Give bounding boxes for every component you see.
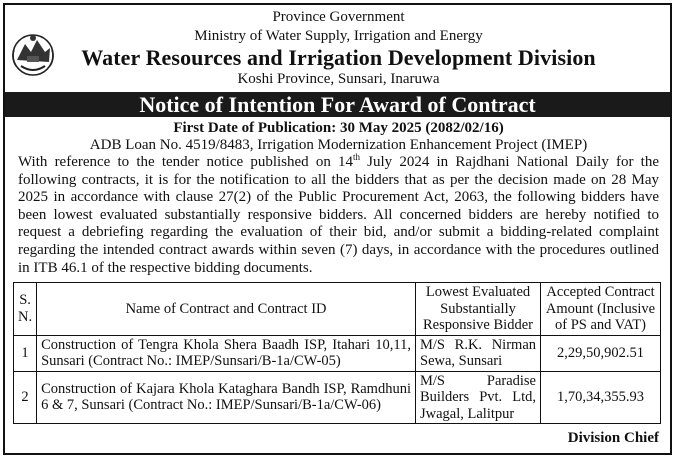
publication-date: First Date of Publication: 30 May 2025 (2082/02/16) [173,120,504,136]
header-bidder: Lowest Evaluated Substantially Responsive Bidder [416,283,541,336]
notice-body [18,154,659,277]
row-contract-name: Construction of Tengra Khola Shera Baadh ISP, Itahari 10,11, Sunsari (Contract No.: IMEP/Sunsari/B-1a/CW-05) [37,335,416,371]
signatory: Division Chief [567,430,659,446]
header-amount: Accepted Contract Amount (Inclusive of PS and VAT) [541,283,661,336]
row-bidder: M/S R.K. Nirman Sewa, Sunsari [416,335,541,371]
office-title: Water Resources and Irrigation Development Division [81,45,596,70]
loan-reference: ADB Loan No. 4519/8483, Irrigation Modernization Enhancement Project (IMEP) [89,137,588,153]
notice-body-start: With reference to the tender notice published on 14 [18,154,353,170]
row-contract-name: Construction of Kajara Khola Kataghara Bandh ISP, Ramdhuni 6 & 7, Sunsari (Contract No.: IMEP/Sunsari/B-1a/CW-06) [37,371,416,424]
notice-body-rest: July 2024 in Rajdhani National Daily for the following contracts, it is for the notification to all the bidders that as per the decision made on 28 May 2025 in accordance with clause 27(2) of the Public Procurement Act, 2063, the following bidders have been lowest evaluated substantially responsive bidders. All concerned bidders are hereby notified to request a debriefing regarding the evaluation of their bid, and/or submit a bidding-related complaint regarding the intended contract awards within seven (7) days, in accordance with the procedures outlined in ITB 46.1 of the respective bidding documents. [18,154,659,276]
contracts-table [13,282,661,424]
table-row [14,335,661,371]
row-sn: 2 [14,371,37,424]
row-amount: 2,29,50,902.51 [541,335,661,371]
table-header-row [14,283,661,336]
ordinal-suffix: th [352,152,360,162]
notice-title-banner: Notice of Intention For Award of Contract [5,92,670,117]
ministry-line: Ministry of Water Supply, Irrigation and Energy [194,28,483,44]
row-amount: 1,70,34,355.93 [541,371,661,424]
row-bidder: M/S Paradise Builders Pvt. Ltd, Jwagal, Lalitpur [416,371,541,424]
row-sn: 1 [14,335,37,371]
header-contract-name: Name of Contract and Contract ID [37,283,416,336]
province-government-line: Province Government [272,9,405,25]
office-location: Koshi Province, Sunsari, Inaruwa [237,71,440,87]
table-row [14,371,661,424]
header-sn: S. N. [14,283,37,336]
